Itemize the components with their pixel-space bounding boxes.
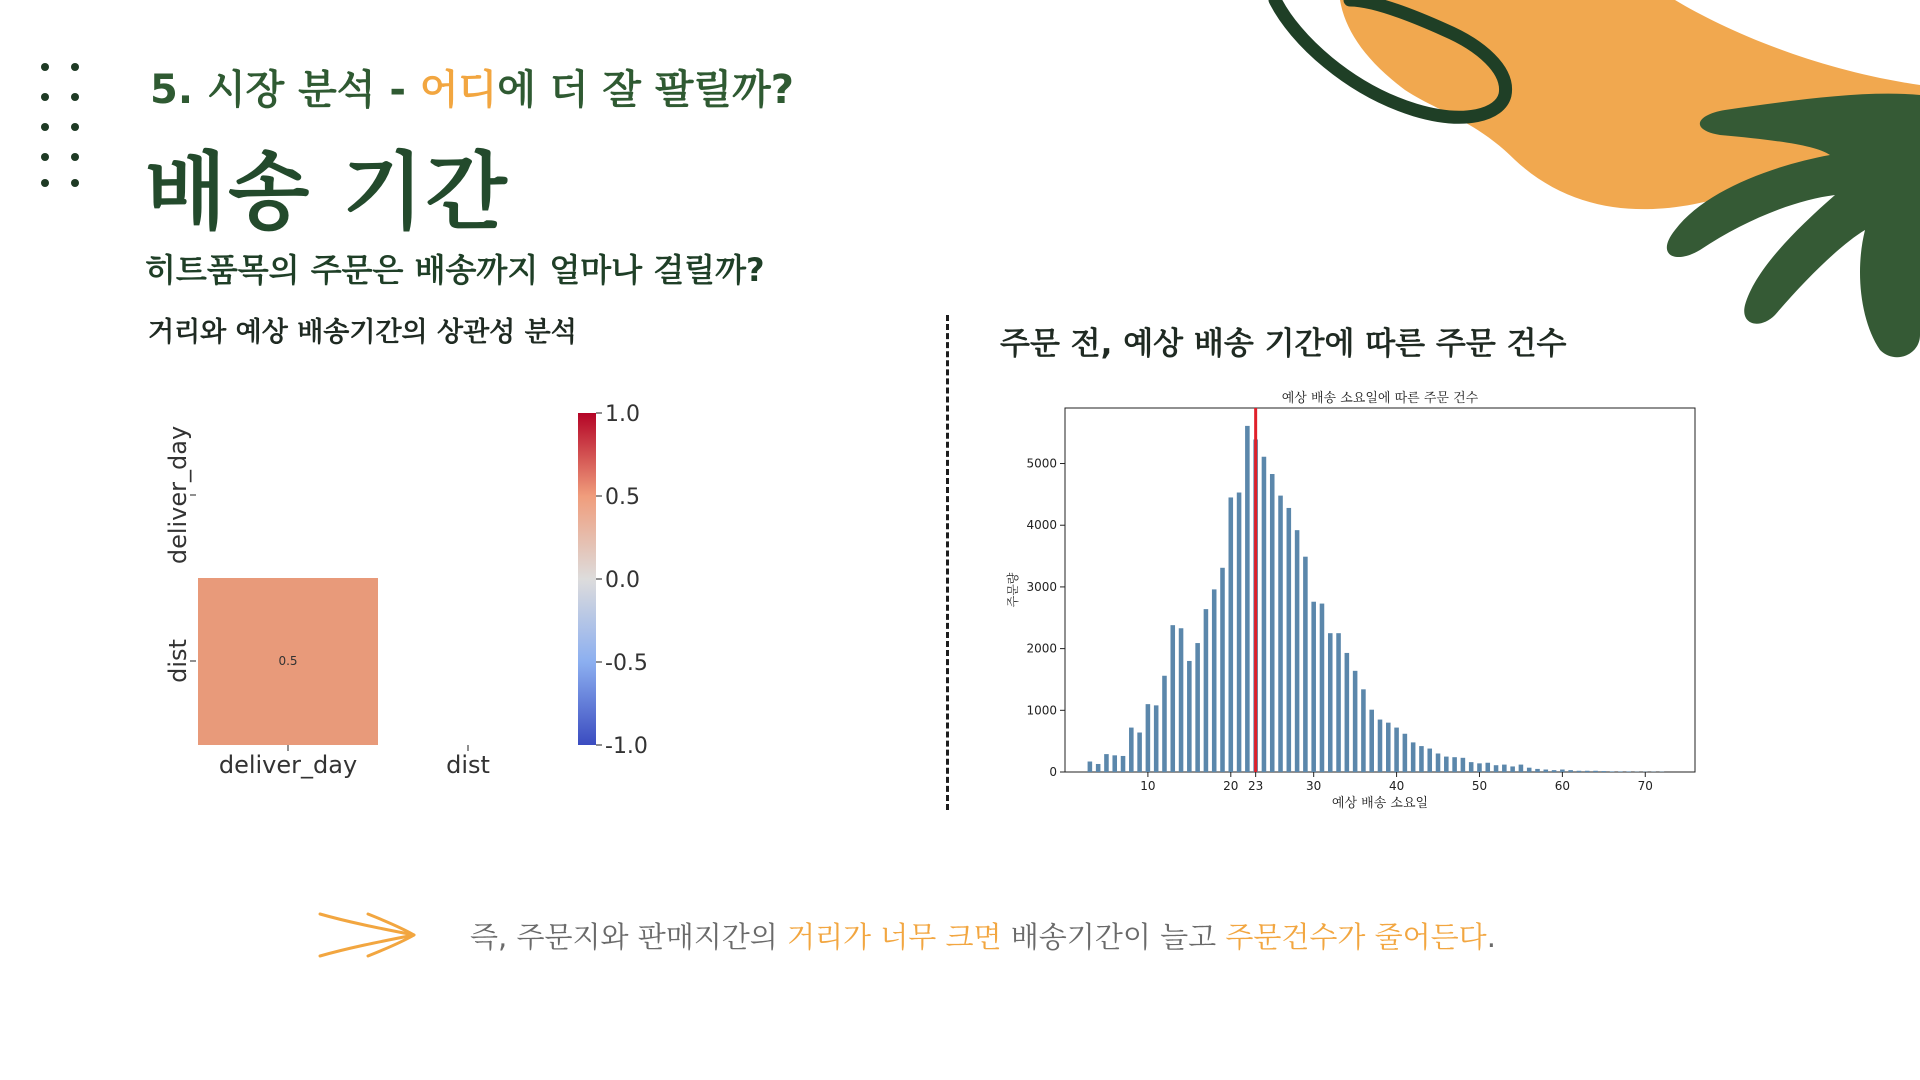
histogram-x-tick-label: 40 xyxy=(1388,779,1405,793)
colorbar-tick-label: 0.0 xyxy=(605,568,640,593)
heatmap-x-label-dist: dist xyxy=(446,751,490,779)
histogram-bar xyxy=(1527,768,1532,772)
histogram-bar xyxy=(1386,723,1391,772)
histogram-bar xyxy=(1104,754,1109,772)
histogram-bar xyxy=(1187,661,1192,772)
histogram-bar xyxy=(1427,749,1432,772)
conclusion-highlight-distance: 거리가 너무 크면 xyxy=(787,920,1002,954)
histogram-bar xyxy=(1510,766,1515,772)
histogram-y-tick-label: 2000 xyxy=(1026,641,1057,656)
histogram-bar xyxy=(1519,765,1524,772)
histogram-bar xyxy=(1262,457,1267,772)
histogram-bar xyxy=(1112,755,1117,772)
histogram-bar xyxy=(1403,734,1408,772)
histogram-bar xyxy=(1212,589,1217,772)
histogram-bar xyxy=(1610,771,1615,772)
histogram-bar xyxy=(1469,762,1474,772)
correlation-subtitle: 거리와 예상 배송기간의 상관성 분석 xyxy=(148,317,577,348)
histogram-y-tick-label: 5000 xyxy=(1026,456,1057,471)
histogram-y-tick-label: 1000 xyxy=(1026,703,1057,718)
histogram-x-tick-label: 10 xyxy=(1140,779,1156,793)
histogram-y-tick-label: 4000 xyxy=(1026,518,1057,533)
colorbar-tick-label: 0.5 xyxy=(605,485,640,510)
heatmap-y-label-dist: dist xyxy=(164,639,192,683)
histogram-x-tick-label: 23 xyxy=(1248,779,1264,793)
histogram-bar xyxy=(1204,609,1209,772)
histogram-bar xyxy=(1411,742,1416,772)
histogram-bar xyxy=(1287,508,1292,772)
histogram-bar xyxy=(1361,689,1366,772)
histogram-bar xyxy=(1378,720,1383,772)
histogram-bar xyxy=(1419,746,1424,772)
histogram-bar xyxy=(1220,568,1225,772)
histogram-bar xyxy=(1494,765,1499,772)
histogram-bar xyxy=(1552,770,1557,772)
histogram-subtitle: 주문 전, 예상 배송 기간에 따른 주문 건수 xyxy=(1000,326,1567,362)
histogram-frame xyxy=(1065,408,1695,772)
colorbar-tick-label: -0.5 xyxy=(605,651,648,676)
histogram-bar xyxy=(1502,765,1507,772)
histogram-bar xyxy=(1154,705,1159,772)
histogram-bar xyxy=(1146,704,1151,772)
histogram-bar xyxy=(1129,728,1134,772)
histogram-bar xyxy=(1088,762,1093,772)
histogram-bar xyxy=(1320,604,1325,772)
histogram-y-tick-label: 3000 xyxy=(1026,579,1057,594)
conclusion-text: 즉, 주문지와 판매지간의 거리가 너무 크면 배송기간이 늘고 주문건수가 줄어든다. xyxy=(470,920,1496,954)
histogram-bar xyxy=(1162,676,1167,772)
section-heading: 5. 시장 분석 - 어디에 더 잘 팔릴까? xyxy=(150,67,795,113)
histogram-x-tick-label: 70 xyxy=(1637,779,1653,793)
delivery-days-histogram xyxy=(995,385,1715,815)
histogram-bar xyxy=(1295,530,1300,772)
histogram-bar xyxy=(1585,771,1590,772)
correlation-heatmap xyxy=(150,395,690,795)
histogram-bar xyxy=(1237,493,1242,772)
heatmap-cell-value: 0.5 xyxy=(278,654,298,668)
histogram-bar xyxy=(1577,771,1582,772)
panel-divider xyxy=(946,315,949,810)
histogram-bar xyxy=(1535,769,1540,772)
histogram-x-tick-label: 30 xyxy=(1306,779,1322,793)
histogram-bar xyxy=(1626,771,1631,772)
histogram-bar xyxy=(1121,756,1126,772)
histogram-bar xyxy=(1369,710,1374,772)
histogram-bar xyxy=(1394,728,1399,772)
page-title: 배송 기간 xyxy=(145,143,509,241)
histogram-bar xyxy=(1444,757,1449,772)
histogram-bar xyxy=(1560,770,1565,772)
heatmap-colorbar xyxy=(578,413,596,745)
histogram-bar xyxy=(1179,628,1184,772)
histogram-y-tick-label: 0 xyxy=(1049,765,1057,779)
dot-grid-decoration xyxy=(40,62,90,192)
question-heading: 히트품목의 주문은 배송까지 얼마나 걸릴까? xyxy=(145,251,765,289)
histogram-bar xyxy=(1137,733,1142,772)
colorbar-tick-label: -1.0 xyxy=(605,734,648,759)
histogram-bar xyxy=(1477,763,1482,772)
conclusion-highlight-orders: 주문건수가 줄어든다 xyxy=(1225,920,1487,954)
histogram-bar xyxy=(1328,633,1333,772)
section-highlight: 어디 xyxy=(419,67,498,113)
colorbar-tick-label: 1.0 xyxy=(605,402,640,427)
histogram-bar xyxy=(1485,763,1490,772)
histogram-x-axis-label: 예상 배송 소요일 xyxy=(1331,796,1429,811)
heatmap-y-label-deliver-day: deliver_day xyxy=(164,425,192,565)
arrow-icon xyxy=(318,910,418,960)
histogram-bar xyxy=(1278,496,1283,772)
histogram-bar xyxy=(1353,671,1358,772)
histogram-title: 예상 배송 소요일에 따른 주문 건수 xyxy=(1281,391,1479,406)
histogram-bar xyxy=(1195,643,1200,772)
histogram-bar xyxy=(1096,764,1101,772)
histogram-bar xyxy=(1311,602,1316,772)
histogram-x-tick-label: 60 xyxy=(1554,779,1571,793)
heatmap-x-label-deliver-day: deliver_day xyxy=(218,751,358,779)
histogram-bar xyxy=(1452,757,1457,772)
histogram-bar xyxy=(1170,625,1175,772)
histogram-bar xyxy=(1270,474,1275,772)
histogram-bar xyxy=(1436,753,1441,772)
histogram-bar xyxy=(1229,497,1234,772)
histogram-bar xyxy=(1461,758,1466,772)
histogram-bar xyxy=(1544,770,1549,772)
leaf-blob-decoration xyxy=(1255,0,1920,360)
histogram-bar xyxy=(1245,426,1250,772)
histogram-bar xyxy=(1336,633,1341,772)
histogram-x-tick-label: 50 xyxy=(1471,779,1488,793)
histogram-bar xyxy=(1602,771,1607,772)
histogram-bar xyxy=(1345,653,1350,772)
histogram-bar xyxy=(1618,771,1623,772)
histogram-bar xyxy=(1303,557,1308,772)
histogram-bar xyxy=(1593,771,1598,772)
histogram-x-tick-label: 20 xyxy=(1223,779,1239,793)
histogram-bar xyxy=(1568,770,1573,772)
histogram-y-axis-label: 주문량 xyxy=(1006,572,1020,608)
